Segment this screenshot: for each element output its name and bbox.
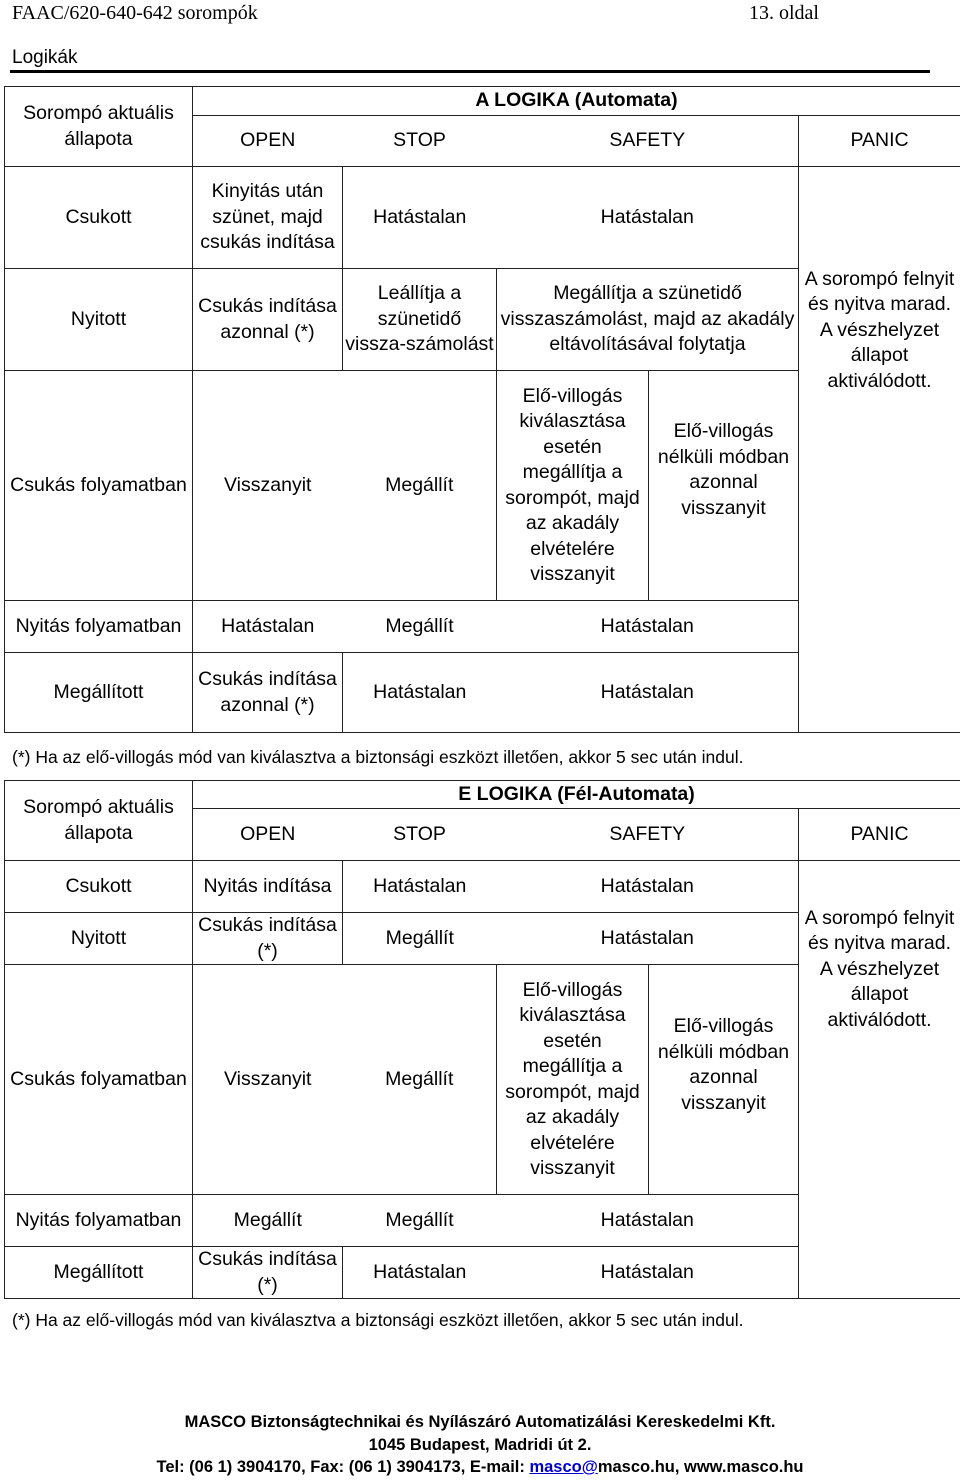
stop-nyitas: Megállít <box>343 1195 497 1247</box>
header-rule <box>10 70 930 73</box>
stop-csukott: Hatástalan <box>343 861 497 913</box>
footer-phone: Tel: (06 1) 3904170, Fax: (06 1) 3904173, E-mail: <box>156 1458 530 1476</box>
col-panic: PANIC <box>799 809 960 861</box>
safety-megallitott: Hatástalan <box>497 653 799 733</box>
safety-csukott: Hatástalan <box>497 861 799 913</box>
stop-csukas: Megállít <box>343 965 497 1195</box>
stop-megallitott: Hatástalan <box>343 1247 497 1299</box>
stop-nyitott: Megállít <box>343 913 497 965</box>
state-nyitas: Nyitás folyamatban <box>5 601 193 653</box>
panic-cell <box>799 906 960 1299</box>
state-megallitott: Megállított <box>5 653 193 733</box>
col-open: OPEN <box>193 116 343 167</box>
open-nyitas: Megállít <box>193 1195 343 1247</box>
section-title: Logikák <box>12 47 78 68</box>
safety-nyitott: Megállítja a szünetidő visszaszámolást, majd az akadály eltávolításával folytatja <box>497 269 799 371</box>
state-csukott: Csukott <box>5 167 193 269</box>
open-csukott: Nyitás indítása <box>193 861 343 913</box>
stop-csukas: Megállít <box>343 371 497 601</box>
safety-megallitott: Hatástalan <box>497 1247 799 1299</box>
open-megallitott: Csukás indítása azonnal (*) <box>193 653 343 733</box>
safety-csukas-prewarn: Elő-villogás kiválasztása esetén megállítja a sorompót, majd az akadály elvételére visszanyit <box>497 371 649 601</box>
footer-company: MASCO Biztonságtechnikai és Nyílászáró Automatizálási Kereskedelmi Kft. <box>184 1413 776 1431</box>
logic-e-title: E LOGIKA (Fél-Automata) <box>193 781 960 809</box>
state-nyitott: Nyitott <box>5 269 193 371</box>
state-csukas: Csukás folyamatban <box>5 965 193 1195</box>
state-column-header: Sorompó aktuális állapota <box>5 781 193 861</box>
document-header-title: FAAC/620-640-642 sorompók <box>12 2 258 24</box>
state-megallitott: Megállított <box>5 1247 193 1299</box>
footnote-e: (*) Ha az elő-villogás mód van kiválasztva a biztonsági eszközt illetően, akkor 5 sec után indul. <box>12 1310 744 1330</box>
stop-nyitas: Megállít <box>343 601 497 653</box>
safety-csukas-noprewarn: Elő-villogás nélküli módban azonnal visszanyit <box>649 371 799 601</box>
logic-a-title: A LOGIKA (Automata) <box>193 87 960 116</box>
col-panic: PANIC <box>799 116 960 167</box>
state-csukas: Csukás folyamatban <box>5 371 193 601</box>
safety-csukott: Hatástalan <box>497 167 799 269</box>
col-safety: SAFETY <box>497 809 799 861</box>
stop-nyitott: Leállítja a szünetidő vissza-számolást <box>343 269 497 371</box>
safety-nyitas: Hatástalan <box>497 1195 799 1247</box>
stop-csukott: Hatástalan <box>343 167 497 269</box>
col-stop: STOP <box>343 116 497 167</box>
col-open: OPEN <box>193 809 343 861</box>
open-nyitas: Hatástalan <box>193 601 343 653</box>
col-safety: SAFETY <box>497 116 799 167</box>
state-nyitas: Nyitás folyamatban <box>5 1195 193 1247</box>
panic-text: A sorompó felnyit és nyitva marad. A vészhelyzet állapot aktiválódott. <box>804 906 955 1031</box>
open-nyitott: Csukás indítása azonnal (*) <box>193 269 343 371</box>
safety-csukas-noprewarn: Elő-villogás nélküli módban azonnal visszanyit <box>649 965 799 1195</box>
page-number: 13. oldal <box>749 2 819 24</box>
open-csukott: Kinyitás után szünet, majd csukás indítása <box>193 167 343 269</box>
logic-a-table <box>4 86 960 733</box>
footer-web: masco.hu, www.masco.hu <box>597 1458 804 1476</box>
safety-csukas-prewarn: Elő-villogás kiválasztása esetén megállítja a sorompót, majd az akadály elvételére visszanyit <box>497 965 649 1195</box>
open-megallitott: Csukás indítása (*) <box>193 1247 343 1299</box>
footnote-a: (*) Ha az elő-villogás mód van kiválasztva a biztonsági eszközt illetően, akkor 5 sec után indul. <box>12 747 744 767</box>
open-nyitott: Csukás indítása (*) <box>193 913 343 965</box>
state-column-header: Sorompó aktuális állapota <box>5 87 193 167</box>
footer-contact <box>0 1456 960 1478</box>
stop-megallitott: Hatástalan <box>343 653 497 733</box>
panic-top <box>799 167 960 269</box>
panic-cell <box>799 269 960 733</box>
state-nyitott: Nyitott <box>5 913 193 965</box>
safety-nyitas: Hatástalan <box>497 601 799 653</box>
footer-address: 1045 Budapest, Madridi út 2. <box>368 1436 592 1454</box>
open-csukas: Visszanyit <box>193 965 343 1195</box>
open-csukas: Visszanyit <box>193 371 343 601</box>
logic-e-table <box>4 780 960 1299</box>
state-csukott: Csukott <box>5 861 193 913</box>
panic-text: A sorompó felnyit és nyitva marad. A vészhelyzet állapot aktiválódott. <box>804 267 955 392</box>
safety-nyitott: Hatástalan <box>497 913 799 965</box>
col-stop: STOP <box>343 809 497 861</box>
email-link[interactable]: masco@ <box>529 1458 598 1476</box>
